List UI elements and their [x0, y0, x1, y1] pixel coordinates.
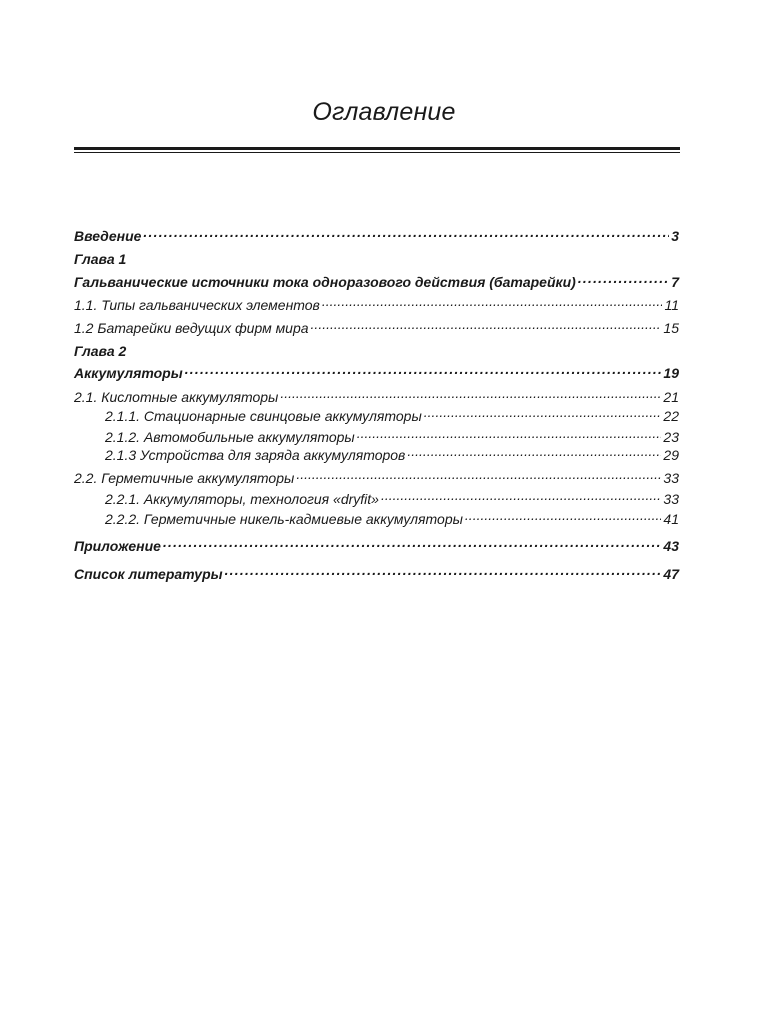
- toc-page-number: 33: [663, 491, 679, 507]
- toc-page-number: 41: [663, 511, 679, 527]
- toc-entry-text: 1.2 Батарейки ведущих фирм мира: [74, 320, 309, 336]
- toc-entry-bibliography[interactable]: [74, 561, 679, 582]
- dot-leader: [311, 315, 662, 333]
- toc-page-number: 15: [663, 320, 679, 336]
- toc-entry-appendix[interactable]: [74, 533, 679, 554]
- toc-entry-text: 1.1. Типы гальванических элементов: [74, 297, 320, 313]
- toc-entry-subsection[interactable]: [105, 442, 679, 463]
- dot-leader: [381, 486, 661, 504]
- chapter-label: Глава 1: [74, 251, 127, 267]
- toc-entry-subsection[interactable]: [105, 506, 679, 527]
- toc-entry-intro[interactable]: [74, 223, 679, 244]
- toc-entry-text: Гальванические источники тока одноразового действия (батарейки): [74, 274, 576, 290]
- toc-page-number: 11: [664, 297, 679, 313]
- toc-entry-section[interactable]: [74, 465, 679, 486]
- toc-page-number: 43: [663, 538, 679, 554]
- toc-page-number: 23: [663, 429, 679, 445]
- dot-leader: [163, 533, 661, 551]
- dot-leader: [578, 269, 669, 287]
- toc-entry-section[interactable]: [74, 384, 679, 405]
- toc-page-number: 21: [663, 389, 679, 405]
- title-rule-thin: [74, 152, 680, 153]
- title-rule-thick: [74, 147, 680, 150]
- toc-entry-text: 2.1.2. Автомобильные аккумуляторы: [105, 429, 355, 445]
- toc-page-number: 3: [671, 228, 679, 244]
- dot-leader: [465, 506, 662, 524]
- toc-entry-text: Аккумуляторы: [74, 365, 183, 381]
- dot-leader: [424, 403, 662, 421]
- toc-entry-text: Список литературы: [74, 566, 223, 582]
- dot-leader: [407, 442, 661, 460]
- toc-entry-text: 2.2.1. Аккумуляторы, технология «dryfit»: [105, 491, 379, 507]
- toc-page-number: 22: [663, 408, 679, 424]
- toc-page-number: 33: [663, 470, 679, 486]
- toc-entry-text: 2.2.2. Герметичные никель-кадмиевые аккумуляторы: [105, 511, 463, 527]
- toc-entry-subsection[interactable]: [105, 486, 679, 507]
- toc-entry-subsection[interactable]: [105, 424, 679, 445]
- dot-leader: [185, 360, 662, 378]
- toc-entry-chapter1[interactable]: [74, 269, 679, 290]
- dot-leader: [296, 465, 661, 483]
- toc-page-number: 29: [663, 447, 679, 463]
- toc-entry-text: 2.1.3 Устройства для заряда аккумуляторов: [105, 447, 406, 463]
- toc-entry-section[interactable]: [74, 292, 679, 313]
- dot-leader: [357, 424, 662, 442]
- toc-entry-text: 2.2. Герметичные аккумуляторы: [74, 470, 295, 486]
- toc-page-number: 7: [671, 274, 679, 290]
- toc-entry-text: 2.1. Кислотные аккумуляторы: [74, 389, 279, 405]
- toc-entry-text: Приложение: [74, 538, 161, 554]
- dot-leader: [280, 384, 661, 402]
- toc-entry-text: 2.1.1. Стационарные свинцовые аккумуляторы: [105, 408, 422, 424]
- page-title: Оглавление: [312, 98, 456, 126]
- toc-entry-subsection[interactable]: [105, 403, 679, 424]
- chapter-label: Глава 2: [74, 343, 127, 359]
- toc-entry-chapter2[interactable]: [74, 360, 679, 381]
- toc-page-number: 19: [663, 365, 679, 381]
- toc-entry-section[interactable]: [74, 315, 679, 336]
- dot-leader: [322, 292, 663, 310]
- toc-entry-text: Введение: [74, 228, 142, 244]
- dot-leader: [143, 223, 669, 241]
- dot-leader: [225, 561, 662, 579]
- toc-page-number: 47: [663, 566, 679, 582]
